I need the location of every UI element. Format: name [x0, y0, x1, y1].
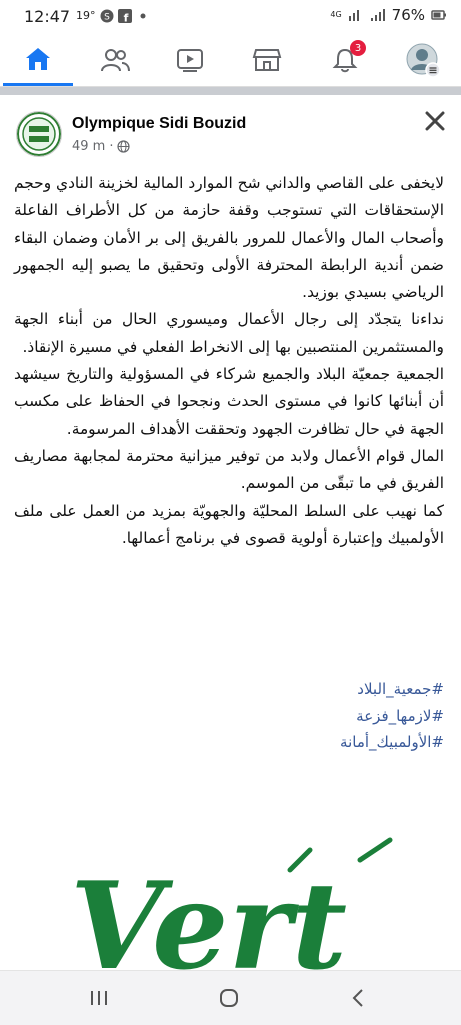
- home-button-icon[interactable]: [214, 985, 244, 1011]
- image-text: Vert: [70, 856, 348, 970]
- post-paragraph: كما نهيب على السلط المحليّة والجهويّة بمزيد من العمل على ملف الأولمبيك وإعتبارة أولوية قصوى في برنامج أعمالها.: [14, 501, 444, 547]
- status-temperature: 19°: [76, 9, 96, 22]
- nav-watch[interactable]: [155, 34, 225, 86]
- hashtag-link[interactable]: #الأولمبيك_أمانة: [340, 733, 444, 751]
- marketplace-icon: [252, 47, 282, 73]
- post-time[interactable]: 49 m: [72, 139, 106, 154]
- home-icon: [24, 46, 52, 72]
- close-icon[interactable]: [423, 109, 447, 133]
- dot-icon: [140, 13, 146, 19]
- android-nav-bar: [0, 970, 461, 1025]
- hashtag-link[interactable]: #جمعية_البلاد: [357, 680, 444, 698]
- post-meta: [72, 139, 130, 154]
- signal-icon: [370, 8, 386, 22]
- back-icon[interactable]: [344, 985, 374, 1011]
- status-bar: [0, 0, 461, 34]
- watch-icon: [175, 47, 205, 73]
- facebook-icon: [118, 9, 132, 23]
- nav-menu[interactable]: [388, 34, 458, 86]
- friends-icon: [100, 47, 130, 73]
- vowifi-icon: [348, 8, 364, 22]
- notifications-badge: 3: [350, 40, 366, 56]
- post-header: [0, 95, 461, 165]
- top-navbar: [0, 34, 461, 87]
- nav-marketplace[interactable]: [232, 34, 302, 86]
- recent-apps-icon[interactable]: [84, 985, 114, 1011]
- battery-percent: 76%: [391, 6, 425, 24]
- page-name[interactable]: Olympique Sidi Bouzid: [72, 115, 247, 132]
- nav-friends[interactable]: [80, 34, 150, 86]
- post-paragraph: لايخفى على القاصي والداني شح الموارد المالية لخزينة النادي وحجم الإستحقاقات التي تستوجب وقفة حازمة من كل الأطراف الفاعلة وأصحاب المال والأعمال للمرور بالفريق إلى بر الأمان وضمان البقاء ضمن أندية الرابطة المحترفة الأولى وتحقيق ما يصبو إليه الجمهور الرياضي بسيدي بوزيد.: [14, 174, 444, 302]
- svg-text:S: S: [104, 12, 110, 23]
- page-avatar[interactable]: [16, 111, 62, 157]
- hashtag-link[interactable]: #لازمها_فزعة: [356, 706, 444, 725]
- shazam-icon: [100, 9, 114, 23]
- profile-menu-icon: [405, 42, 441, 78]
- svg-text:f: f: [123, 11, 129, 23]
- battery-icon: [431, 8, 447, 22]
- post-paragraph: الجمعية جمعيّة البلاد والجميع شركاء في المسؤولية والتاريخ سيشهد أن أبنائها كانوا في مستوى الحدث ونجحوا في الحفاظ على مكسب الجهة في حال تظافرت الجهود وتحققت الأهداف المرسومة.: [14, 365, 444, 438]
- post-paragraph: المال قوام الأعمال ولابد من توفير ميزانية محترمة لمجابهة مصاريف الفريق في ما تبقّى من الموسم.: [14, 446, 444, 493]
- network-type: 4G: [330, 10, 342, 19]
- status-right-group: [330, 6, 447, 24]
- post-text: [14, 170, 444, 552]
- nav-notifications[interactable]: [310, 34, 380, 86]
- post-paragraph: نداءنا يتجدّد إلى رجال الأعمال وميسوري الحال من أبناء الجهة والمستثمرين المنتصبين بها إلى الانخراط الفعلي في مسيرة الإنقاذ.: [14, 310, 444, 356]
- globe-icon: [117, 140, 130, 153]
- meta-separator: ·: [109, 139, 114, 154]
- feed-divider: [0, 87, 461, 95]
- hashtags: [14, 676, 444, 756]
- post-image[interactable]: [60, 830, 460, 970]
- nav-home[interactable]: [3, 34, 73, 86]
- status-time: 12:47: [24, 7, 71, 26]
